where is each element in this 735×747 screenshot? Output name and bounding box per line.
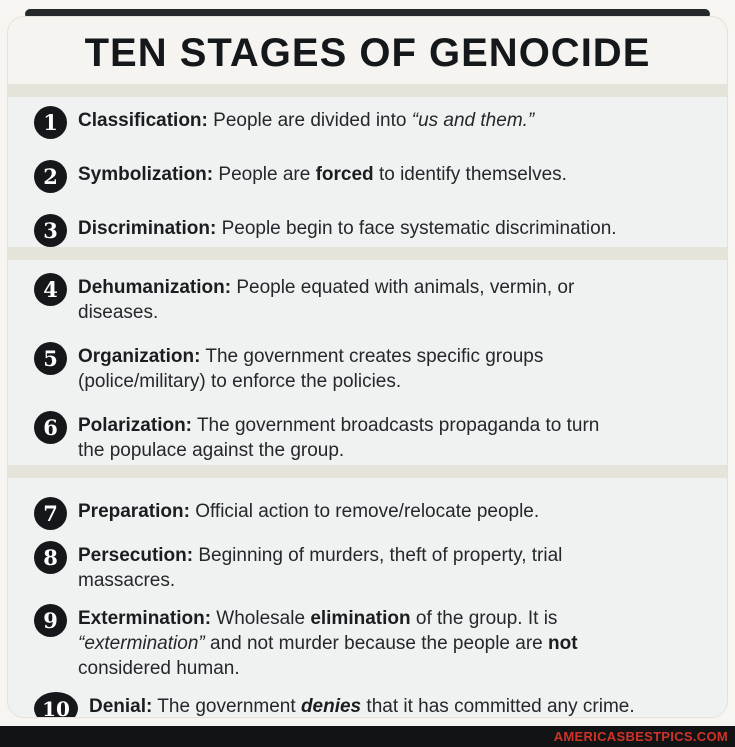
section-separator (8, 247, 727, 260)
stages-section-1 (8, 97, 727, 247)
section-separator (8, 84, 727, 97)
stage-item (34, 694, 709, 717)
stages-section-2 (8, 260, 727, 465)
watermark-text: AMERICASBESTPICS.COM (553, 729, 728, 744)
stage-number-badge: 2 (34, 160, 67, 193)
stage-text: Symbolization: People are forced to identify themselves. (78, 164, 567, 185)
stage-number-badge: 9 (34, 604, 67, 637)
stage-item (34, 413, 709, 463)
stage-number-badge: 7 (34, 497, 67, 530)
stage-number-badge: 1 (34, 106, 67, 139)
stage-text: Organization: The government creates specific groups (police/military) to enforce the policies. (78, 346, 544, 392)
stage-text: Persecution: Beginning of murders, theft of property, trial massacres. (78, 545, 563, 591)
stage-text: Classification: People are divided into “us and them.” (78, 110, 535, 131)
stage-item (34, 499, 709, 530)
stage-item (34, 543, 709, 593)
stage-number-badge: 8 (34, 541, 67, 574)
stages-section-3 (8, 478, 727, 715)
stage-item (34, 606, 709, 681)
stage-number-badge: 3 (34, 214, 67, 247)
stage-item (34, 275, 709, 325)
stage-text: Preparation: Official action to remove/relocate people. (78, 501, 540, 522)
stage-item (34, 162, 709, 193)
stage-text: Denial: The government denies that it has committed any crime. (89, 696, 635, 717)
page-title: TEN STAGES OF GENOCIDE (84, 31, 651, 75)
infographic-card (8, 17, 727, 717)
stage-text: Discrimination: People begin to face systematic discrimination. (78, 218, 617, 239)
stage-text: Polarization: The government broadcasts propaganda to turn the populace against the group. (78, 415, 600, 461)
stage-text: Extermination: Wholesale elimination of the group. It is “extermination” and not murder because the people are not considered human. (78, 608, 578, 679)
section-separator (8, 465, 727, 478)
stage-number-badge: 10 (34, 692, 78, 717)
stage-number-badge: 4 (34, 273, 67, 306)
stage-number-badge: 6 (34, 411, 67, 444)
stage-item (34, 108, 709, 139)
footer-bar (0, 726, 735, 747)
stage-item (34, 216, 709, 247)
stage-text: Dehumanization: People equated with animals, vermin, or diseases. (78, 277, 575, 323)
stage-number-badge: 5 (34, 342, 67, 375)
stage-item (34, 344, 709, 394)
